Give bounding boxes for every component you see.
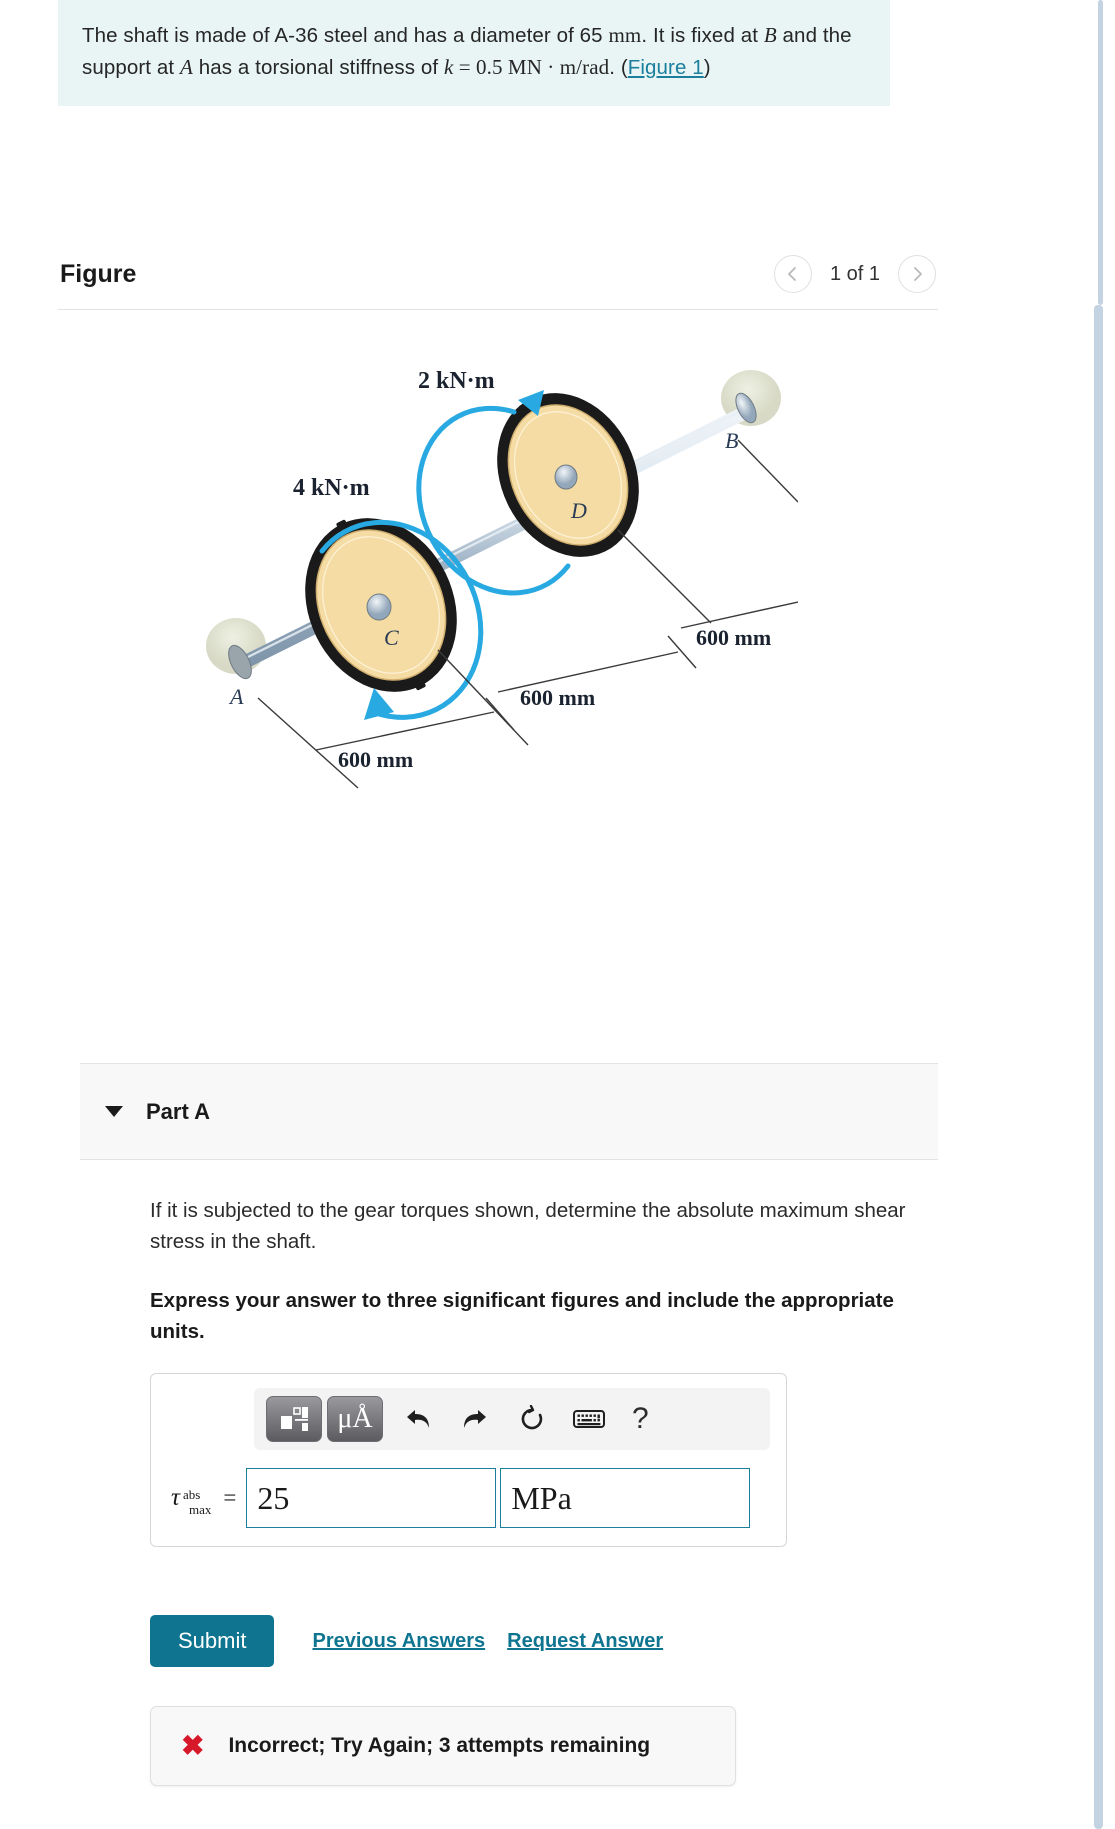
redo-button[interactable] [453, 1397, 497, 1441]
inner-scrollbar-thumb[interactable] [1094, 305, 1103, 1829]
label-c: C [384, 625, 399, 650]
greek-symbols-label: μÅ [337, 1403, 373, 1434]
dimension-db: 600 mm [696, 625, 772, 650]
problem-text-period: . ( [609, 55, 628, 79]
feedback-message: Incorrect; Try Again; 3 attempts remaining [228, 1734, 651, 1757]
torque-label-c: 4 kN·m [293, 475, 370, 501]
caret-down-icon[interactable] [105, 1106, 123, 1117]
figure-section [58, 255, 938, 310]
feedback-banner [150, 1706, 736, 1786]
tau-sub-max: max [188, 1502, 212, 1517]
submit-row [150, 1615, 663, 1667]
problem-text-part1: The shaft is made of A-36 steel and has a diameter of 65 [82, 24, 609, 47]
question-text: If it is subjected to the gear torques shown, determine the absolute maximum shear stress in the shaft. [150, 1199, 906, 1254]
unit-stiffness: MN · m/rad [507, 54, 610, 79]
reset-button[interactable] [510, 1397, 554, 1441]
answer-value-input[interactable] [246, 1468, 496, 1528]
problem-text-part2: . It is fixed at [641, 24, 764, 47]
keyboard-icon [573, 1408, 605, 1430]
problem-text-part3: and the support at [82, 24, 852, 79]
x-mark-icon: ✖ [181, 1730, 205, 1761]
figure-navigation [774, 255, 936, 293]
tau-symbol: τ [171, 1484, 180, 1511]
label-b: B [725, 428, 739, 453]
chevron-right-icon [909, 266, 925, 282]
undo-button[interactable] [396, 1397, 440, 1441]
dimension-ac: 600 mm [338, 747, 414, 772]
answer-entry-box [150, 1373, 787, 1547]
request-answer-link[interactable]: Request Answer [507, 1629, 664, 1652]
chevron-left-icon [785, 266, 801, 282]
equals-sign: = [223, 1485, 237, 1510]
tau-subscripts [183, 1488, 211, 1518]
redo-icon [460, 1406, 490, 1432]
math-template-icon [279, 1405, 309, 1433]
stiffness-equals: = 0.5 [453, 54, 508, 79]
answer-row [151, 1468, 786, 1528]
unit-mm: mm [608, 23, 642, 47]
outer-scrollbar-thumb[interactable] [1098, 0, 1103, 305]
submit-button[interactable]: Submit [150, 1615, 274, 1667]
tau-sub-abs: abs [182, 1487, 201, 1503]
reset-icon [518, 1405, 546, 1433]
previous-answers-link[interactable]: Previous Answers [312, 1629, 486, 1652]
question-body [150, 1195, 940, 1348]
figure-header [58, 255, 938, 310]
problem-statement-text [82, 20, 866, 84]
figure-prev-button[interactable] [774, 255, 812, 293]
problem-text-part4: has a torsional stiffness of [192, 55, 444, 79]
figure-next-button[interactable] [898, 255, 936, 293]
dimension-cd: 600 mm [520, 685, 596, 710]
answer-unit-input[interactable] [500, 1468, 750, 1528]
variable-b: B [763, 23, 777, 47]
part-a-label: Part A [146, 1098, 210, 1124]
math-template-button[interactable] [266, 1396, 322, 1442]
variable-k: k [443, 54, 454, 79]
part-a-header[interactable] [80, 1063, 938, 1160]
problem-statement-banner [58, 0, 890, 106]
label-a: A [230, 684, 244, 709]
torque-label-d: 2 kN·m [418, 368, 495, 394]
label-d: D [571, 498, 587, 523]
problem-text-close: ) [703, 55, 711, 79]
greek-symbols-button[interactable] [327, 1396, 383, 1442]
figure-page-count: 1 of 1 [829, 262, 881, 285]
figure-diagram[interactable] [58, 340, 938, 910]
shaft-gear-diagram [198, 340, 798, 790]
keyboard-button[interactable] [567, 1397, 611, 1441]
variable-a: A [179, 54, 193, 79]
question-instruction: Express your answer to three significant figures and include the appropriate units. [150, 1289, 894, 1344]
undo-icon [403, 1406, 433, 1432]
figure-title: Figure [60, 259, 137, 288]
answer-symbol-label [171, 1478, 246, 1518]
figure-1-link[interactable]: Figure 1 [627, 55, 704, 79]
answer-toolbar [254, 1388, 770, 1450]
help-button[interactable]: ? [632, 1402, 649, 1435]
